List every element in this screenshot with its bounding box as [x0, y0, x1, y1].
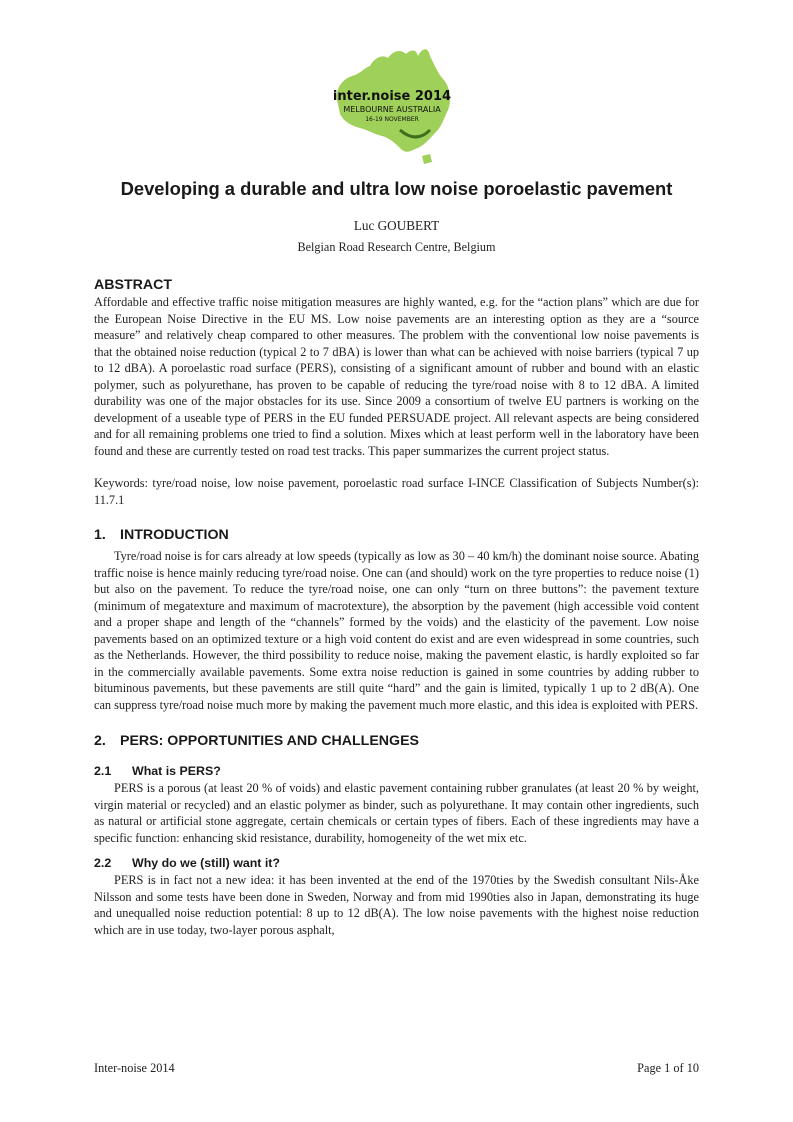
subsection-title: What is PERS? [132, 764, 221, 778]
logo-line1: inter.noise 2014 [332, 89, 452, 104]
logo-line2: MELBOURNE AUSTRALIA [343, 105, 441, 114]
why-want-it-text: PERS is in fact not a new idea: it has been invented at the end of the 1970ties by the Swedish consultant Nils-Åke Nilsson and some tests have been done in Sweden, Norway and from mid 1990ties also in Japan, demonstrating its huge and unequalled noise reduction potential: 8 up to 12 dB(A). The low noise pavements with the highest noise reduction which are in use today, two-layer porous asphalt, [94, 873, 699, 937]
logo-line3: 16-19 NOVEMBER [365, 116, 419, 123]
section-title: PERS: OPPORTUNITIES AND CHALLENGES [120, 733, 420, 749]
what-is-pers-text: PERS is a porous (at least 20 % of voids) and elastic pavement containing rubber granulates (at least 20 % by weight, virgin material or recycled) and an elastic polymer as binder, such as polyurethane. It may contain other ingredients, such as natural or artificial stone aggregate, certain chemicals or certain types of fibers. Each of these ingredients may have a specific function: enhancing skid resistance, durability, homogeneity of the wet mix etc. [94, 781, 699, 845]
abstract-heading: ABSTRACT [94, 277, 173, 293]
section-number: 1. [94, 527, 106, 543]
paper-body [94, 276, 699, 938]
subsection-title: Why do we (still) want it? [132, 856, 280, 870]
subsection-number: 2.1 [94, 764, 112, 778]
subsection-heading-why-want-it [94, 855, 699, 872]
australia-map-logo [330, 44, 455, 166]
section-number: 2. [94, 733, 106, 749]
paper-title: Developing a durable and ultra low noise poroelastic pavement [120, 178, 673, 199]
subsection-heading-what-is-pers [94, 763, 699, 780]
conference-logo [330, 44, 455, 166]
section-title: INTRODUCTION [120, 527, 229, 543]
abstract-text: Affordable and effective traffic noise mitigation measures are highly wanted, e.g. for the “action plans” which are due for the European Noise Directive in the EU MS. Low noise pavements are an interesting option as they are a “source measure” and relatively cheap compared to other measures. The problem with the conventional low noise pavements is that the obtained noise reduction (typical 2 to 7 dBA) is lower than what can be achieved with noise barriers (typical 7 up to 12 dBA). A poroelastic road surface (PERS), consisting of a significant amount of rubber and bound with an elastic polymer, such as polyurethane, has proven to be capable of reducing the tyre/road noise with 8 to 12 dBA. A limited durability was one of the major obstacles for its use. Since 2009 a consortium of twelve EU partners is working on the development of a useable type of PERS in the EU funded PERSUADE project. All relevant aspects are being considered and for all remaining problems one tried to find a solution. Mixes which at least perform well in the laboratory have been found and these are currently tested on road test tracks. This paper summarizes the current project status. [94, 295, 699, 458]
author-affiliation: Belgian Road Research Centre, Belgium [297, 240, 496, 254]
author-name: Luc GOUBERT [353, 218, 440, 233]
footer-page-number: Page 1 of 10 [637, 1061, 699, 1075]
introduction-text: Tyre/road noise is for cars already at low speeds (typically as low as 30 – 40 km/h) the dominant noise source. Abating traffic noise is hence mainly reducing tyre/road noise. One can (and should) work on the tyre properties to reduce noise (1) but also on the pavement. To reduce the tyre/road noise, one can only “turn on three buttons”: the pavement texture (minimum of megatexture and maximum of macrotexture), the absorption by the pavement (high accessible void content and a proper shape and length of the “channels” formed by the voids) and the elasticity of the pavement. Low noise pavements based on an optimized texture or a high void content do exist and are even widespread in some countries, such as the Netherlands. However, the third possibility to reduce noise, making the pavement elastic, is hardly exploited so far in the commercially available pavements. Some extra noise reduction is gained in some countries by adding rubber to bituminous pavements, but these pavements are still quite “hard” and the gain is limited, typically 1 up to 2 dB(A). One can suppress tyre/road noise much more by making the pavement much more elastic, and this idea is exploited with PERS. [94, 549, 699, 712]
subsection-number: 2.2 [94, 856, 112, 870]
footer-conference: Inter-noise 2014 [94, 1061, 175, 1075]
keywords-text: Keywords: tyre/road noise, low noise pavement, poroelastic road surface I-INCE Classification of Subjects Number(s): 11.7.1 [94, 476, 699, 507]
tasmania-shape [422, 154, 432, 164]
section-heading-introduction [94, 526, 699, 544]
section-heading-pers [94, 732, 699, 750]
